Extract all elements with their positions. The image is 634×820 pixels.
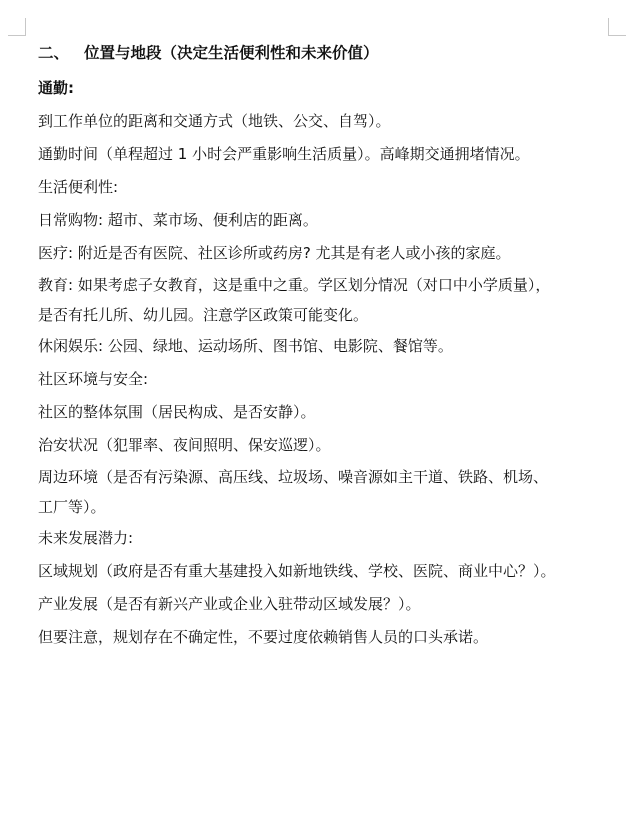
- section-number: 二、: [38, 44, 70, 62]
- paragraph-line: 社区的整体氛围（居民构成、是否安静）。: [38, 403, 316, 421]
- paragraph-line: 区域规划（政府是否有重大基建投入如新地铁线、学校、医院、商业中心？）。: [38, 562, 556, 580]
- paragraph-line: 医疗: 附近是否有医院、社区诊所或药房? 尤其是有老人或小孩的家庭。: [38, 244, 511, 262]
- section-title: 位置与地段（决定生活便利性和未来价值）: [84, 44, 379, 62]
- paragraph-line: 到工作单位的距离和交通方式（地铁、公交、自驾）。: [38, 112, 391, 130]
- document-body[interactable]: [38, 38, 608, 654]
- subheading-future: 未来发展潜力:: [38, 529, 134, 547]
- paragraph-education: [38, 270, 608, 330]
- paragraph-line: 治安状况（犯罪率、夜间照明、保安巡逻）。: [38, 436, 331, 454]
- paragraph-line: 是否有托儿所、幼儿园。注意学区政策可能变化。: [38, 306, 369, 324]
- paragraph-line: 但要注意，规划存在不确定性，不要过度依赖销售人员的口头承诺。: [38, 628, 489, 646]
- paragraph-line: 通勤时间（单程超过 1 小时会严重影响生活质量）。高峰期交通拥堵情况。: [38, 145, 530, 163]
- subheading-commute: 通勤:: [38, 79, 74, 97]
- subheading-convenience: 生活便利性:: [38, 178, 119, 196]
- paragraph-line: 周边环境（是否有污染源、高压线、垃圾场、噪音源如主干道、铁路、机场、: [38, 468, 549, 486]
- paragraph-line: 工厂等）。: [38, 498, 106, 516]
- crop-mark-top-left: [8, 18, 26, 36]
- section-heading: [38, 38, 608, 68]
- paragraph-line: 休闲娱乐: 公园、绿地、运动场所、图书馆、电影院、餐馆等。: [38, 337, 453, 355]
- crop-mark-top-right: [608, 18, 626, 36]
- paragraph-line: 产业发展（是否有新兴产业或企业入驻带动区域发展？）。: [38, 595, 421, 613]
- paragraph-surroundings: [38, 462, 608, 522]
- subheading-community: 社区环境与安全:: [38, 370, 149, 388]
- paragraph-line: 日常购物: 超市、菜市场、便利店的距离。: [38, 211, 318, 229]
- paragraph-line: 教育: 如果考虑子女教育，这是重中之重。学区划分情况（对口中小学质量），: [38, 276, 551, 294]
